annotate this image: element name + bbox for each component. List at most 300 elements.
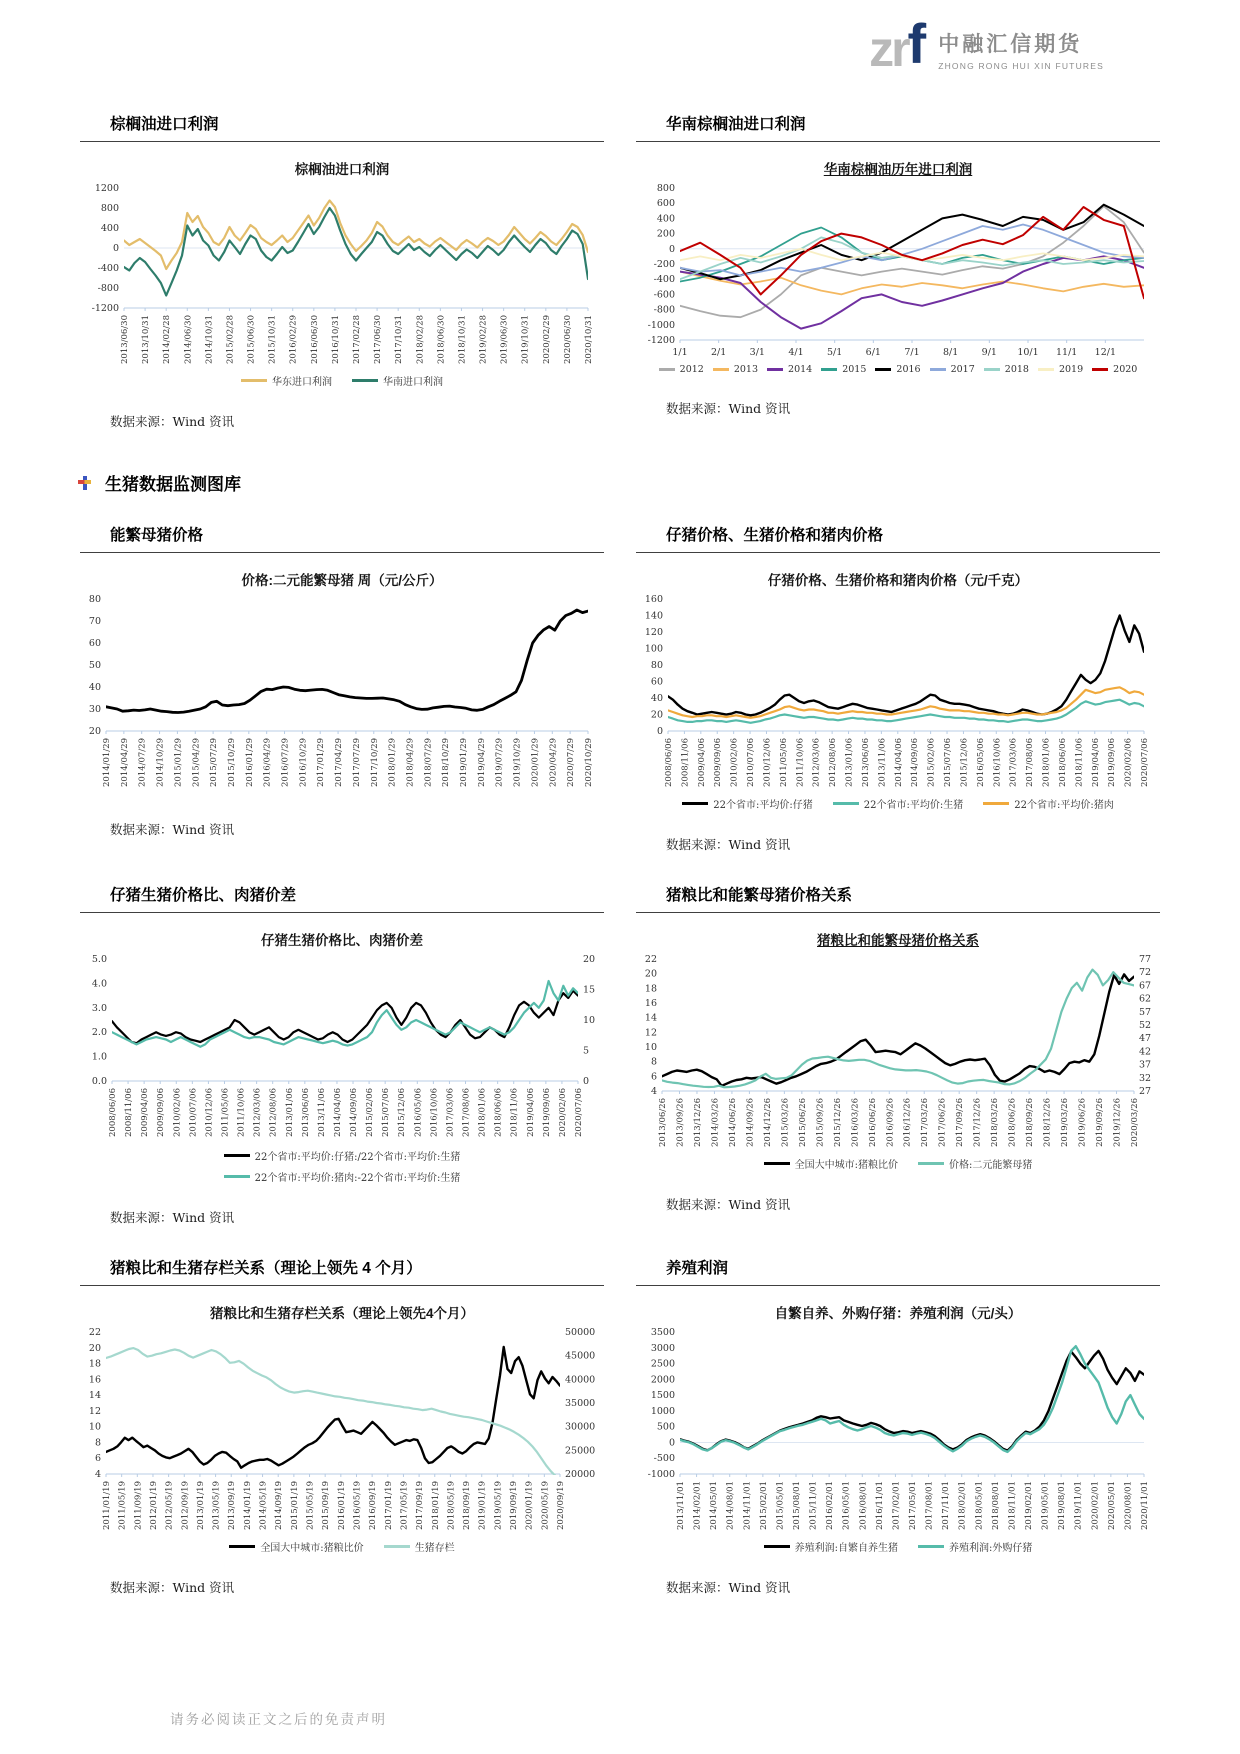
svg-text:-1000: -1000: [647, 319, 675, 331]
svg-text:2019/12/26: 2019/12/26: [1112, 1098, 1123, 1147]
svg-text:2019/08/01: 2019/08/01: [1057, 1481, 1068, 1530]
svg-text:2020/01/19: 2020/01/19: [524, 1481, 535, 1530]
svg-text:2015/12/06: 2015/12/06: [397, 1088, 408, 1137]
svg-text:2018/06/30: 2018/06/30: [436, 315, 447, 364]
svg-text:2018/10/31: 2018/10/31: [457, 315, 468, 364]
svg-text:62: 62: [1139, 993, 1152, 1005]
svg-text:2019/06/30: 2019/06/30: [499, 315, 510, 364]
svg-text:2020/08/01: 2020/08/01: [1123, 1481, 1134, 1530]
chart-title: 华南棕榈油历年进口利润: [823, 162, 973, 177]
svg-text:5/1: 5/1: [827, 347, 843, 358]
svg-text:2018/10/29: 2018/10/29: [441, 738, 452, 787]
panel-hog-grain-sow-relation: [636, 883, 1160, 1226]
legend-swatch: [352, 379, 378, 382]
chart-title: 棕榈油进口利润: [294, 162, 390, 177]
legend-swatch: [682, 802, 708, 805]
svg-text:2014/09/06: 2014/09/06: [349, 1088, 360, 1137]
section-title-text: 生猪数据监测图库: [105, 475, 241, 494]
svg-text:2008/06/06: 2008/06/06: [664, 738, 674, 787]
svg-text:2018/01/06: 2018/01/06: [1041, 738, 1052, 787]
svg-text:140: 140: [644, 610, 663, 622]
svg-text:-1200: -1200: [91, 303, 119, 314]
legend-label: 22个省市:平均价:生猪: [863, 800, 964, 811]
svg-text:2017/01/29: 2017/01/29: [316, 738, 327, 787]
svg-text:2019/09/26: 2019/09/26: [1095, 1098, 1106, 1147]
legend-item: [1038, 364, 1083, 375]
svg-text:77: 77: [1139, 954, 1152, 965]
svg-text:70: 70: [88, 616, 101, 627]
legend-label: 22个省市:平均价:猪肉:-22个省市:平均价:生猪: [254, 1173, 461, 1184]
svg-text:2014/09/26: 2014/09/26: [745, 1098, 756, 1147]
svg-text:2014/10/29: 2014/10/29: [155, 738, 166, 787]
svg-text:2011/05/06: 2011/05/06: [220, 1088, 231, 1137]
svg-text:100: 100: [644, 643, 663, 655]
svg-text:3000: 3000: [650, 1342, 675, 1354]
svg-text:2020/02/29: 2020/02/29: [541, 315, 552, 364]
legend-swatch: [241, 379, 267, 382]
svg-text:200: 200: [656, 228, 675, 240]
svg-text:2016/05/06: 2016/05/06: [975, 738, 986, 787]
svg-text:500: 500: [656, 1421, 675, 1433]
svg-text:2016/10/06: 2016/10/06: [429, 1088, 440, 1137]
legend-label: 2016: [896, 364, 921, 375]
svg-text:-1200: -1200: [647, 335, 675, 346]
logo-zrf-mark: [869, 12, 927, 77]
svg-text:2018/02/01: 2018/02/01: [957, 1481, 968, 1530]
svg-text:2019/07/29: 2019/07/29: [494, 738, 505, 787]
data-source-label: 数据来源：Wind 资讯: [110, 414, 235, 429]
legend-item: [659, 364, 704, 375]
svg-text:2017/08/06: 2017/08/06: [461, 1088, 472, 1137]
legend-label: 全国大中城市:猪粮比价: [260, 1543, 364, 1554]
legend-item: [875, 364, 920, 375]
svg-text:2016/01/29: 2016/01/29: [244, 738, 255, 787]
svg-text:2018/01/29: 2018/01/29: [387, 738, 398, 787]
svg-text:2012/03/06: 2012/03/06: [252, 1088, 263, 1137]
svg-text:22: 22: [644, 954, 657, 965]
svg-text:2015/03/26: 2015/03/26: [780, 1098, 791, 1147]
legend-swatch: [1038, 368, 1054, 371]
legend-item: [224, 1169, 461, 1184]
svg-text:2015/09/19: 2015/09/19: [321, 1481, 332, 1530]
svg-text:2010/12/06: 2010/12/06: [762, 738, 773, 787]
legend-label: 养殖利润:外购仔猪: [949, 1543, 1033, 1554]
svg-text:2016/06/30: 2016/06/30: [309, 315, 320, 364]
svg-text:2019/11/01: 2019/11/01: [1073, 1481, 1084, 1530]
chart-legend: [224, 1148, 461, 1184]
svg-text:1000: 1000: [650, 1405, 675, 1417]
legend-item: [764, 1539, 898, 1554]
svg-text:2011/05/06: 2011/05/06: [778, 738, 789, 787]
svg-text:10: 10: [88, 1421, 101, 1433]
svg-text:1/1: 1/1: [672, 347, 688, 358]
legend-item: [224, 1148, 461, 1163]
svg-text:2015/12/06: 2015/12/06: [959, 738, 970, 787]
svg-text:2017/02/28: 2017/02/28: [352, 315, 362, 364]
svg-text:2012/03/06: 2012/03/06: [811, 738, 822, 787]
svg-text:22: 22: [88, 1327, 101, 1338]
svg-text:1500: 1500: [650, 1390, 675, 1402]
chart-legend: [80, 373, 604, 388]
svg-text:2018/03/26: 2018/03/26: [990, 1098, 1001, 1147]
svg-text:2008/06/06: 2008/06/06: [108, 1088, 118, 1137]
svg-text:2014/02/01: 2014/02/01: [692, 1481, 703, 1530]
svg-text:67: 67: [1139, 980, 1152, 992]
svg-text:2013/10/31: 2013/10/31: [141, 315, 152, 364]
legend-item: [764, 1156, 898, 1171]
svg-text:2016/02/01: 2016/02/01: [825, 1481, 836, 1530]
svg-text:-800: -800: [97, 283, 119, 294]
legend-swatch: [659, 368, 675, 371]
legend-swatch: [984, 368, 1000, 371]
svg-text:2017/10/29: 2017/10/29: [369, 738, 380, 787]
svg-text:2015/05/01: 2015/05/01: [775, 1481, 786, 1530]
svg-text:2010/07/06: 2010/07/06: [188, 1088, 199, 1137]
svg-text:2016/09/19: 2016/09/19: [368, 1481, 379, 1530]
svg-text:2016/11/01: 2016/11/01: [874, 1481, 885, 1530]
svg-text:14: 14: [644, 1012, 657, 1024]
legend-item: [241, 373, 332, 388]
legend-swatch: [764, 1545, 790, 1548]
svg-text:2015/07/06: 2015/07/06: [381, 1088, 392, 1137]
svg-text:2019/04/29: 2019/04/29: [476, 738, 487, 787]
legend-swatch: [767, 368, 783, 371]
page-footer: [170, 1708, 387, 1728]
legend-label: 22个省市:平均价:猪肉: [1014, 800, 1114, 811]
svg-text:12: 12: [644, 1027, 657, 1039]
svg-text:2017/12/26: 2017/12/26: [972, 1098, 983, 1147]
svg-text:2019/01/29: 2019/01/29: [459, 738, 470, 787]
legend-item: [682, 796, 812, 811]
svg-text:2018/07/29: 2018/07/29: [423, 738, 434, 787]
svg-text:2020/10/31: 2020/10/31: [584, 315, 594, 364]
breeding-profit-chart: [636, 1326, 1160, 1537]
legend-swatch: [764, 1162, 790, 1165]
svg-text:2012/01/19: 2012/01/19: [148, 1481, 159, 1530]
svg-text:2013/01/06: 2013/01/06: [284, 1088, 295, 1137]
svg-text:3.0: 3.0: [91, 1002, 107, 1014]
svg-text:10/1: 10/1: [1017, 347, 1039, 358]
svg-text:2015/01/19: 2015/01/19: [289, 1481, 300, 1530]
svg-text:8: 8: [94, 1437, 101, 1449]
svg-text:60: 60: [88, 638, 101, 649]
svg-text:18: 18: [644, 983, 657, 995]
svg-text:2016/04/29: 2016/04/29: [262, 738, 273, 787]
chart-title: 仔猪生猪价格比、肉猪价差: [261, 933, 423, 948]
svg-text:2019/04/06: 2019/04/06: [1090, 738, 1101, 787]
hog-section-title: [78, 470, 1240, 495]
chart-title: 仔猪价格、生猪价格和猪肉价格（元/千克）: [767, 573, 1029, 588]
svg-text:-600: -600: [653, 289, 675, 301]
chart-legend: [636, 364, 1160, 375]
legend-label: 2015: [842, 364, 867, 375]
panel-header: 猪粮比和能繁母猪价格关系: [636, 883, 1160, 913]
legend-label: 2019: [1058, 364, 1084, 375]
svg-text:2020/05/01: 2020/05/01: [1106, 1481, 1117, 1530]
price-ratio-spread-chart: [80, 953, 604, 1144]
svg-text:2017/06/30: 2017/06/30: [373, 315, 384, 364]
svg-text:2019/05/19: 2019/05/19: [493, 1481, 504, 1530]
svg-text:2019/10/31: 2019/10/31: [520, 315, 531, 364]
svg-text:2017/04/29: 2017/04/29: [334, 738, 345, 787]
svg-text:2018/12/26: 2018/12/26: [1042, 1098, 1053, 1147]
svg-text:2017/09/19: 2017/09/19: [415, 1481, 426, 1530]
data-source-label: 数据来源：Wind 资讯: [666, 1580, 791, 1595]
legend-label: 22个省市:平均价:仔猪: [713, 800, 813, 811]
svg-text:2019/01/19: 2019/01/19: [477, 1481, 488, 1530]
svg-text:6: 6: [94, 1453, 101, 1465]
legend-item: [384, 1539, 455, 1554]
svg-text:32: 32: [1139, 1072, 1152, 1084]
svg-text:2015/07/06: 2015/07/06: [943, 738, 954, 787]
svg-text:2020/09/19: 2020/09/19: [556, 1481, 566, 1530]
svg-text:2009/09/06: 2009/09/06: [156, 1088, 167, 1137]
svg-text:2015/02/06: 2015/02/06: [365, 1088, 376, 1137]
svg-text:2011/05/19: 2011/05/19: [117, 1481, 128, 1530]
legend-swatch: [224, 1154, 250, 1157]
svg-text:0: 0: [668, 243, 675, 255]
svg-text:2015/10/31: 2015/10/31: [267, 315, 278, 364]
legend-item: [983, 796, 1113, 811]
svg-text:2014/04/06: 2014/04/06: [893, 738, 904, 787]
data-source-label: 数据来源：Wind 资讯: [110, 822, 235, 837]
panel-piglet-hog-pork-price: [636, 523, 1160, 853]
svg-text:2015/05/19: 2015/05/19: [305, 1481, 316, 1530]
svg-text:40: 40: [650, 693, 663, 704]
chart-legend: [636, 796, 1160, 811]
svg-text:8: 8: [650, 1056, 657, 1068]
svg-text:2017/06/26: 2017/06/26: [937, 1098, 948, 1147]
svg-text:2014/06/30: 2014/06/30: [183, 315, 194, 364]
svg-text:2019/09/06: 2019/09/06: [1107, 738, 1118, 787]
svg-text:2015/04/29: 2015/04/29: [191, 738, 202, 787]
panel-header: 能繁母猪价格: [80, 523, 604, 553]
legend-label: 全国大中城市:猪粮比价: [794, 1160, 898, 1171]
chart-legend: [636, 1156, 1160, 1171]
svg-text:5.0: 5.0: [91, 954, 107, 965]
data-source-label: 数据来源：Wind 资讯: [666, 1197, 791, 1212]
svg-text:2016/06/26: 2016/06/26: [867, 1098, 878, 1147]
svg-text:2000: 2000: [650, 1374, 675, 1386]
svg-text:2015/01/29: 2015/01/29: [173, 738, 184, 787]
svg-text:2013/05/19: 2013/05/19: [211, 1481, 222, 1530]
svg-text:-200: -200: [653, 259, 675, 270]
svg-text:2020/01/29: 2020/01/29: [530, 738, 541, 787]
svg-text:2014/12/26: 2014/12/26: [762, 1098, 773, 1147]
svg-text:2014/06/26: 2014/06/26: [727, 1098, 738, 1147]
disclaimer-text: 请务必阅读正文之后的免责声明: [170, 1712, 387, 1727]
panel-hog-grain-inventory-relation: [80, 1256, 604, 1596]
svg-text:45000: 45000: [565, 1350, 596, 1362]
svg-text:2020/02/06: 2020/02/06: [1123, 738, 1134, 787]
svg-text:1.0: 1.0: [91, 1051, 107, 1063]
legend-item: [984, 364, 1029, 375]
svg-text:4: 4: [650, 1086, 657, 1097]
svg-text:50000: 50000: [565, 1327, 596, 1338]
svg-text:2018/01/19: 2018/01/19: [430, 1481, 441, 1530]
svg-text:2010/02/06: 2010/02/06: [172, 1088, 183, 1137]
svg-text:2017/08/01: 2017/08/01: [924, 1481, 935, 1530]
svg-text:2016/10/31: 2016/10/31: [330, 315, 341, 364]
svg-text:800: 800: [656, 183, 675, 194]
svg-text:400: 400: [100, 223, 119, 234]
svg-text:2014/08/01: 2014/08/01: [725, 1481, 736, 1530]
panel-breeding-profit: [636, 1256, 1160, 1596]
svg-text:2013/12/26: 2013/12/26: [692, 1098, 703, 1147]
svg-text:2/1: 2/1: [711, 347, 727, 358]
data-source-label: 数据来源：Wind 资讯: [110, 1580, 235, 1595]
svg-text:2013/06/06: 2013/06/06: [860, 738, 871, 787]
svg-text:20: 20: [650, 709, 663, 721]
svg-text:16: 16: [88, 1374, 101, 1386]
svg-text:2008/11/06: 2008/11/06: [124, 1088, 135, 1137]
panel-south-palm-import-profit: [636, 112, 1160, 430]
piglet-hog-pork-price-chart: [636, 593, 1160, 794]
svg-text:20: 20: [644, 968, 657, 980]
svg-text:72: 72: [1139, 967, 1152, 979]
svg-text:2018/06/06: 2018/06/06: [493, 1088, 504, 1137]
svg-text:0: 0: [583, 1076, 590, 1087]
svg-text:2020/02/06: 2020/02/06: [557, 1088, 568, 1137]
svg-text:2017/11/01: 2017/11/01: [941, 1481, 952, 1530]
svg-text:2019/02/28: 2019/02/28: [478, 315, 489, 364]
svg-text:2008/11/06: 2008/11/06: [680, 738, 691, 787]
company-name-cn: 中融汇信期货: [938, 32, 1083, 56]
svg-text:2013/11/06: 2013/11/06: [316, 1088, 327, 1137]
svg-text:-800: -800: [653, 304, 675, 316]
legend-label: 价格:二元能繁母猪: [949, 1160, 1033, 1171]
svg-text:2014/01/29: 2014/01/29: [102, 738, 112, 787]
svg-text:2015/11/01: 2015/11/01: [808, 1481, 819, 1530]
svg-text:2012/09/19: 2012/09/19: [180, 1481, 191, 1530]
svg-text:2018/06/26: 2018/06/26: [1007, 1098, 1018, 1147]
svg-text:4: 4: [94, 1469, 101, 1480]
svg-text:2020/10/29: 2020/10/29: [584, 738, 594, 787]
svg-text:2011/09/19: 2011/09/19: [133, 1481, 144, 1530]
south-palm-yearly-profit-chart: [636, 182, 1160, 362]
svg-text:2010/02/06: 2010/02/06: [729, 738, 740, 787]
legend-label: 养殖利润:自繁自养生猪: [794, 1543, 898, 1554]
legend-label: 华东进口利润: [272, 377, 332, 388]
company-logo: [869, 12, 1104, 77]
legend-label: 2013: [733, 364, 759, 375]
svg-text:2014/01/19: 2014/01/19: [242, 1481, 253, 1530]
palm-import-profit-chart: [80, 182, 604, 371]
svg-text:2017/03/06: 2017/03/06: [1008, 738, 1019, 787]
svg-text:2020/04/29: 2020/04/29: [548, 738, 559, 787]
data-source-label: 数据来源：Wind 资讯: [110, 1210, 235, 1225]
legend-swatch: [821, 368, 837, 371]
palm-oil-row: [0, 112, 1240, 430]
svg-text:2014/04/29: 2014/04/29: [119, 738, 130, 787]
legend-label: 2014: [788, 364, 813, 375]
svg-text:0: 0: [656, 726, 663, 737]
legend-item: [767, 364, 812, 375]
svg-text:57: 57: [1139, 1006, 1152, 1018]
svg-text:2016/03/26: 2016/03/26: [850, 1098, 861, 1147]
svg-text:80: 80: [88, 594, 101, 605]
company-name-en: ZHONG RONG HUI XIN FUTURES: [938, 60, 1104, 71]
svg-text:60: 60: [650, 676, 663, 688]
svg-text:2019/09/19: 2019/09/19: [509, 1481, 520, 1530]
svg-text:2013/11/06: 2013/11/06: [877, 738, 888, 787]
svg-text:2016/05/01: 2016/05/01: [841, 1481, 852, 1530]
svg-text:2017/09/26: 2017/09/26: [955, 1098, 966, 1147]
svg-text:42: 42: [1139, 1046, 1152, 1058]
legend-item: [1092, 364, 1137, 375]
svg-text:2009/04/06: 2009/04/06: [140, 1088, 151, 1137]
plus-bullet-icon: [78, 476, 91, 490]
svg-text:400: 400: [656, 213, 675, 225]
svg-text:2014/02/28: 2014/02/28: [162, 315, 173, 364]
svg-text:2014/09/06: 2014/09/06: [910, 738, 921, 787]
data-source-label: 数据来源：Wind 资讯: [666, 401, 791, 416]
svg-text:40: 40: [88, 682, 101, 693]
svg-text:2016/07/29: 2016/07/29: [280, 738, 291, 787]
svg-text:0: 0: [668, 1437, 675, 1449]
svg-text:1200: 1200: [94, 183, 119, 194]
svg-text:35000: 35000: [565, 1398, 596, 1409]
svg-text:2012/08/06: 2012/08/06: [268, 1088, 279, 1137]
svg-text:20: 20: [88, 1342, 101, 1354]
hog-row-1: [0, 523, 1240, 853]
legend-label: 2017: [950, 364, 975, 375]
svg-text:2009/09/06: 2009/09/06: [713, 738, 724, 787]
panel-palm-import-profit: [80, 112, 604, 430]
svg-text:-400: -400: [97, 263, 119, 274]
panel-header: 棕榈油进口利润: [80, 112, 604, 142]
legend-swatch: [983, 802, 1009, 805]
hog-row-3: [0, 1256, 1240, 1596]
legend-swatch: [224, 1175, 250, 1178]
svg-text:27: 27: [1139, 1086, 1152, 1097]
chart-legend: [80, 1539, 604, 1554]
svg-text:600: 600: [656, 198, 675, 210]
svg-text:20000: 20000: [565, 1469, 596, 1480]
svg-text:2014/11/01: 2014/11/01: [742, 1481, 753, 1530]
svg-text:2018/09/19: 2018/09/19: [462, 1481, 473, 1530]
panel-header: 养殖利润: [636, 1256, 1160, 1286]
svg-text:2020/07/29: 2020/07/29: [566, 738, 577, 787]
svg-text:2016/09/26: 2016/09/26: [885, 1098, 896, 1147]
sow-price-chart: [80, 593, 604, 794]
panel-sow-price: [80, 523, 604, 853]
svg-text:2500: 2500: [650, 1358, 675, 1370]
svg-text:2013/09/26: 2013/09/26: [675, 1098, 686, 1147]
svg-text:16: 16: [644, 998, 657, 1009]
legend-swatch: [713, 368, 729, 371]
svg-text:2011/10/06: 2011/10/06: [236, 1088, 247, 1137]
svg-text:20: 20: [583, 954, 596, 965]
logo-wordmark: [938, 28, 1104, 71]
svg-text:2015/02/28: 2015/02/28: [225, 315, 236, 364]
svg-text:2019/06/26: 2019/06/26: [1077, 1098, 1088, 1147]
svg-text:3/1: 3/1: [749, 347, 765, 358]
svg-text:80: 80: [650, 660, 663, 671]
svg-text:2019/04/06: 2019/04/06: [525, 1088, 536, 1137]
svg-text:2016/12/26: 2016/12/26: [902, 1098, 913, 1147]
svg-text:2013/09/19: 2013/09/19: [227, 1481, 238, 1530]
svg-text:2013/01/19: 2013/01/19: [195, 1481, 206, 1530]
svg-text:15: 15: [583, 984, 596, 996]
legend-label: 2012: [679, 364, 704, 375]
svg-text:30: 30: [88, 704, 101, 715]
svg-text:9/1: 9/1: [981, 347, 997, 358]
svg-text:12/1: 12/1: [1094, 347, 1117, 358]
panel-price-ratio-spread: [80, 883, 604, 1226]
svg-text:2020/07/06: 2020/07/06: [1140, 738, 1150, 787]
svg-text:2013/06/26: 2013/06/26: [658, 1098, 668, 1147]
